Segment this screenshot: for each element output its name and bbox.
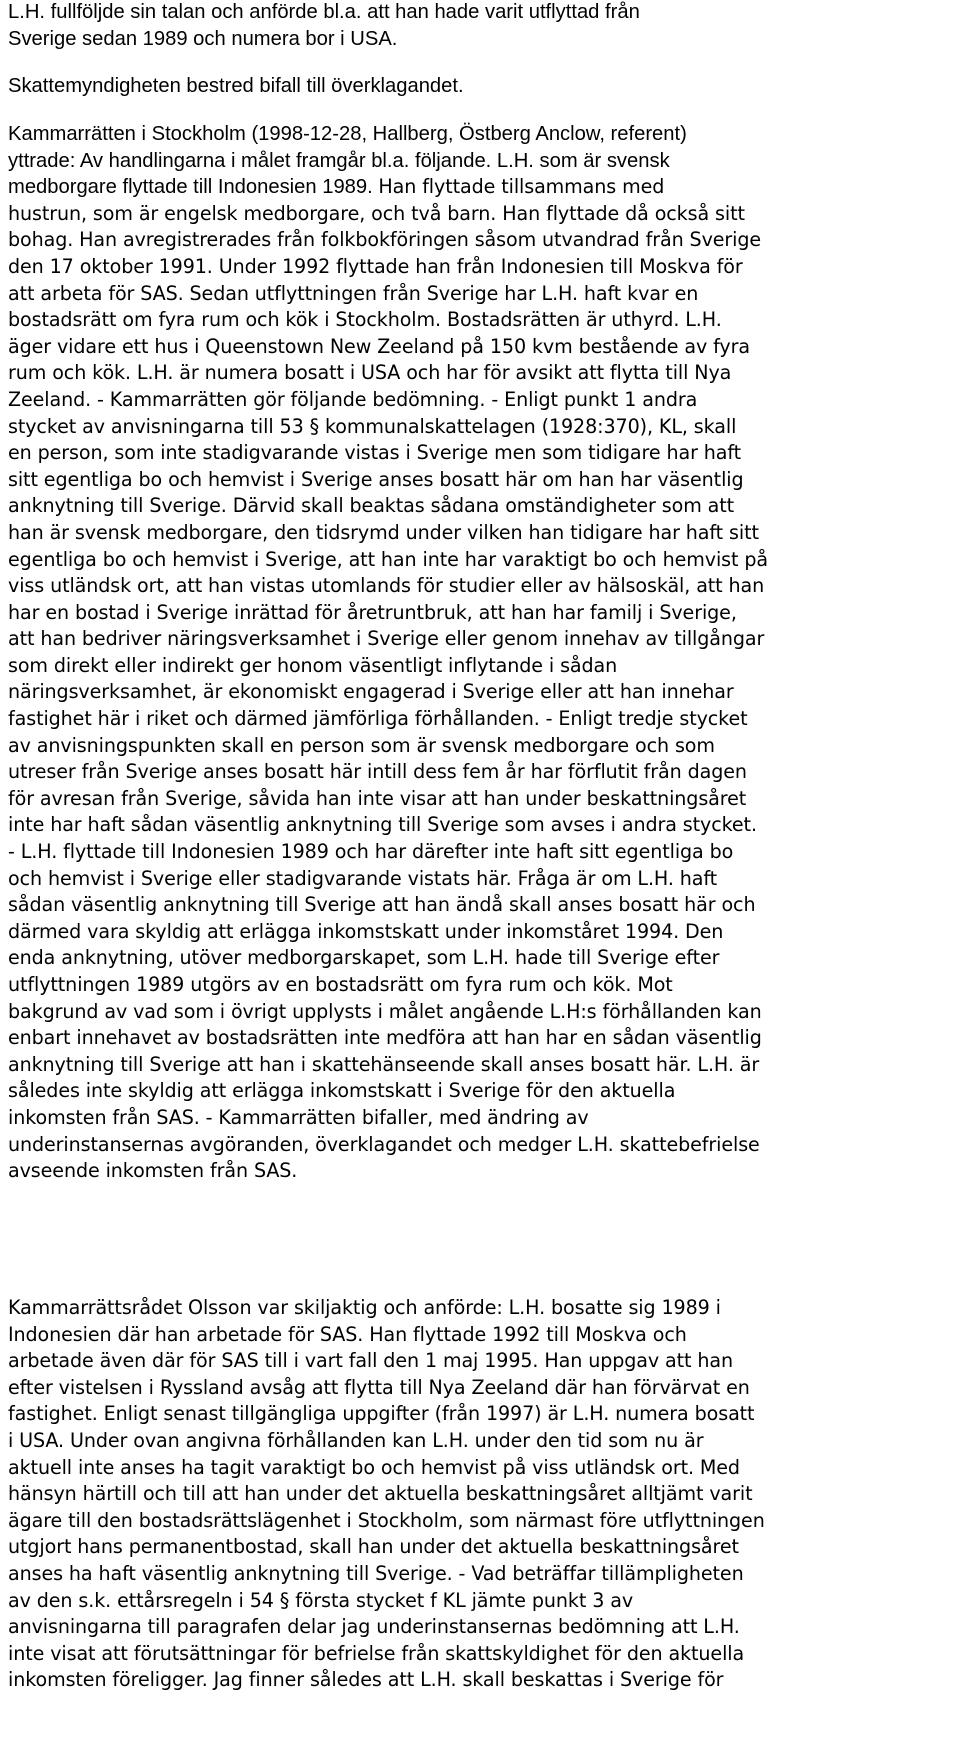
text-segment: inkomsten föreligger. Jag finner således att L.H. skall beskattas i Sverige för [8,1668,724,1692]
text-line [8,307,954,334]
text-line [8,121,954,148]
text-segment: utgjort hans permanentbostad, skall han under det aktuella beskattningsåret [8,1535,739,1559]
text-line [8,1455,954,1482]
text-segment: underinstansernas avgöranden, överklagandet och medger L.H. skattebefrielse [8,1132,760,1156]
text-line [8,1105,954,1132]
text-line [8,148,954,175]
text-segment: bohag. Han avregistrerades från folkbokföringen såsom utvandrad från Sverige [8,228,762,252]
text-segment: stycket av anvisningarna till 53 § kommunalskattelagen (1928:370), KL, skall [8,414,737,438]
text-segment: - L.H. flyttade till Indonesien 1989 och har därefter inte haft sitt egentliga bo [8,840,734,864]
text-line [8,414,954,441]
text-segment: Kammarrättsrådet Olsson var skiljaktig och anförde: L.H. bosatte sig 1989 i [8,1296,721,1319]
text-segment: Skattemyndigheten bestred bifall till överklagandet. [8,75,464,97]
text-line [8,26,954,53]
text-segment: inte har haft sådan väsentlig anknytning till Sverige som avses i andra stycket. [8,813,757,837]
text-line [8,600,954,627]
text-line [8,1641,954,1668]
text-segment: inkomsten från SAS. - Kammarrätten bifaller, med ändring av [8,1105,589,1129]
text-line [8,1158,954,1185]
text-segment: bostadsrätt om fyra rum och kök i Stockholm. Bostadsrätten är uthyrd. L.H. [8,308,722,332]
text-segment: hänsyn härtill och till att han under det aktuella beskattningsåret alltjämt varit [8,1482,753,1506]
text-line [8,334,954,361]
paragraph-dissent [8,1295,954,1694]
text-segment: ägare till den bostadsrättslägenhet i Stockholm, som närmast före utflyttningen [8,1508,765,1532]
text-segment: den 17 oktober 1991. Under 1992 flyttade han från Indonesien till Moskva för [8,254,743,278]
text-line [8,201,954,228]
text-line [8,679,954,706]
text-line [8,493,954,520]
text-line [8,1481,954,1508]
text-segment: av den s.k. ettårsregeln i 54 § första stycket f KL jämte punkt 3 av [8,1588,634,1612]
text-line [8,653,954,680]
text-line [8,1534,954,1561]
text-segment: och hemvist i Sverige eller stadigvarande vistats här. Fråga är om L.H. haft [8,866,718,890]
text-line [8,866,954,893]
text-line [8,387,954,414]
text-segment: rum och kök. L.H. är numera bosatt i USA och har för avsikt att flytta till Nya [8,361,732,385]
text-line [8,73,954,100]
text-segment: han är svensk medborgare, den tidsrymd under vilken han tidigare har haft sitt [8,520,759,544]
text-line [8,759,954,786]
paragraph-tax-authority [8,73,954,100]
text-line [8,706,954,733]
text-line [8,812,954,839]
text-segment: Zeeland. - Kammarrätten gör följande bedömning. - Enligt punkt 1 andra [8,387,698,411]
text-line [8,467,954,494]
text-segment: sådan väsentlig anknytning till Sverige att han ändå skall anses bosatt här och [8,893,756,917]
text-line [8,360,954,387]
text-segment: Han flyttade tillsammans med [378,175,665,199]
text-line [8,1588,954,1615]
text-segment: inte visat att förutsättningar för befrielse från skattskyldighet för den aktuella [8,1641,745,1665]
paragraph-court-judgment [8,121,954,1185]
text-line [8,1667,954,1694]
text-segment: enda anknytning, utöver medborgarskapet, som L.H. hade till Sverige efter [8,946,720,970]
text-line [8,547,954,574]
text-segment: äger vidare ett hus i Queenstown New Zeeland på 150 kvm bestående av fyra [8,334,750,358]
text-segment: därmed vara skyldig att erlägga inkomstskatt under inkomståret 1994. Den [8,919,724,943]
text-line [8,1295,954,1322]
text-segment: att arbeta för SAS. Sedan utflyttningen från Sverige har L.H. haft kvar en [8,281,699,305]
text-line [8,174,954,201]
text-segment: fastighet här i riket och därmed jämförliga förhållanden. - Enligt tredje stycket [8,707,748,731]
text-line [8,440,954,467]
text-segment: fastighet. Enligt senast tillgängliga uppgifter (från 1997) är L.H. numera bosatt [8,1402,755,1426]
text-line [8,839,954,866]
text-segment: bakgrund av vad som i övrigt upplysts i målet angående L.H:s förhållanden kan [8,999,762,1023]
text-segment: Sverige sedan 1989 och numera bor i USA. [8,27,398,50]
text-line [8,972,954,999]
text-segment: Indonesien där han arbetade för SAS. Han flyttade 1992 till Moskva och [8,1322,687,1346]
text-segment: anknytning till Sverige att han i skattehänseende skall anses bosatt här. L.H. är [8,1052,760,1076]
text-segment: att han bedriver näringsverksamhet i Sverige eller genom innehav av tillgångar [8,627,765,651]
text-segment: viss utländsk ort, att han vistas utomlands för studier eller av hälsoskäl, att han [8,574,765,598]
text-line [8,1428,954,1455]
text-line [8,999,954,1026]
text-line [8,254,954,281]
text-segment: enbart innehavet av bostadsrätten inte medföra att han har en sådan väsentlig [8,1026,762,1050]
text-segment: för avresan från Sverige, såvida han inte visar att han under beskattningsåret [8,786,747,810]
text-segment: L.H. fullföljde sin talan och anförde bl.a. att han hade varit utflyttad från [8,1,640,23]
text-line [8,1401,954,1428]
text-segment: Kammarrätten i Stockholm (1998-12-28, Hallberg, Östberg Anclow, referent) [8,123,687,145]
text-line [8,1052,954,1079]
text-line [8,733,954,760]
text-line [8,892,954,919]
text-segment: i USA. Under ovan angivna förhållanden kan L.H. under den tid som nu är [8,1428,704,1452]
text-line [8,1025,954,1052]
text-line [8,0,954,26]
text-line [8,1322,954,1349]
text-segment: anvisningarna till paragrafen delar jag underinstansernas bedömning att L.H. [8,1615,740,1639]
text-segment: medborgare flyttade till Indonesien 1989. [8,176,379,199]
text-line [8,1078,954,1105]
text-line [8,1375,954,1402]
text-segment: sitt egentliga bo och hemvist i Sverige anses bosatt här om han har väsentlig [8,467,744,491]
text-line [8,1614,954,1641]
text-line [8,520,954,547]
text-line [8,1508,954,1535]
text-line [8,1348,954,1375]
text-line [8,227,954,254]
text-segment: av anvisningspunkten skall en person som är svensk medborgare och som [8,733,715,757]
text-segment: avseende inkomsten från SAS. [8,1159,298,1183]
text-segment: således inte skyldig att erlägga inkomstskatt i Sverige för den aktuella [8,1079,676,1103]
text-segment: yttrade: Av handlingarna i målet framgår bl.a. följande. L.H. som är svensk [8,149,670,172]
text-segment: en person, som inte stadigvarande vistas i Sverige men som tidigare har haft [8,441,742,465]
text-segment: som direkt eller indirekt ger honom väsentligt inflytande i sådan [8,653,618,677]
text-segment: utflyttningen 1989 utgörs av en bostadsrätt om fyra rum och kök. Mot [8,973,673,996]
text-line [8,573,954,600]
text-segment: anses ha haft väsentlig anknytning till Sverige. - Vad beträffar tillämpligheten [8,1561,744,1585]
text-segment: arbetade även där för SAS till i vart fall den 1 maj 1995. Han uppgav att han [8,1349,733,1373]
text-line [8,945,954,972]
text-segment: egentliga bo och hemvist i Sverige, att han inte har varaktigt bo och hemvist på [8,547,769,571]
text-segment: utreser från Sverige anses bosatt här intill dess fem år har förflutit från dagen [8,760,747,784]
text-line [8,1561,954,1588]
text-line [8,786,954,813]
text-segment: näringsverksamhet, är ekonomiskt engagerad i Sverige eller att han innehar [8,680,734,704]
text-segment: har en bostad i Sverige inrättad för åretruntbruk, att han har familj i Sverige, [8,600,737,624]
text-segment: efter vistelsen i Ryssland avsåg att flytta till Nya Zeeland där han förvärvat en [8,1375,750,1399]
text-segment: hustrun, som är engelsk medborgare, och två barn. Han flyttade då också sitt [8,201,745,225]
text-line [8,626,954,653]
paragraph-appeal [8,0,954,52]
text-line [8,919,954,946]
text-line [8,281,954,308]
text-segment: anknytning till Sverige. Därvid skall beaktas sådana omständigheter som att [8,494,735,518]
text-line [8,1132,954,1159]
text-segment: aktuell inte anses ha tagit varaktigt bo och hemvist på viss utländsk ort. Med [8,1455,740,1479]
